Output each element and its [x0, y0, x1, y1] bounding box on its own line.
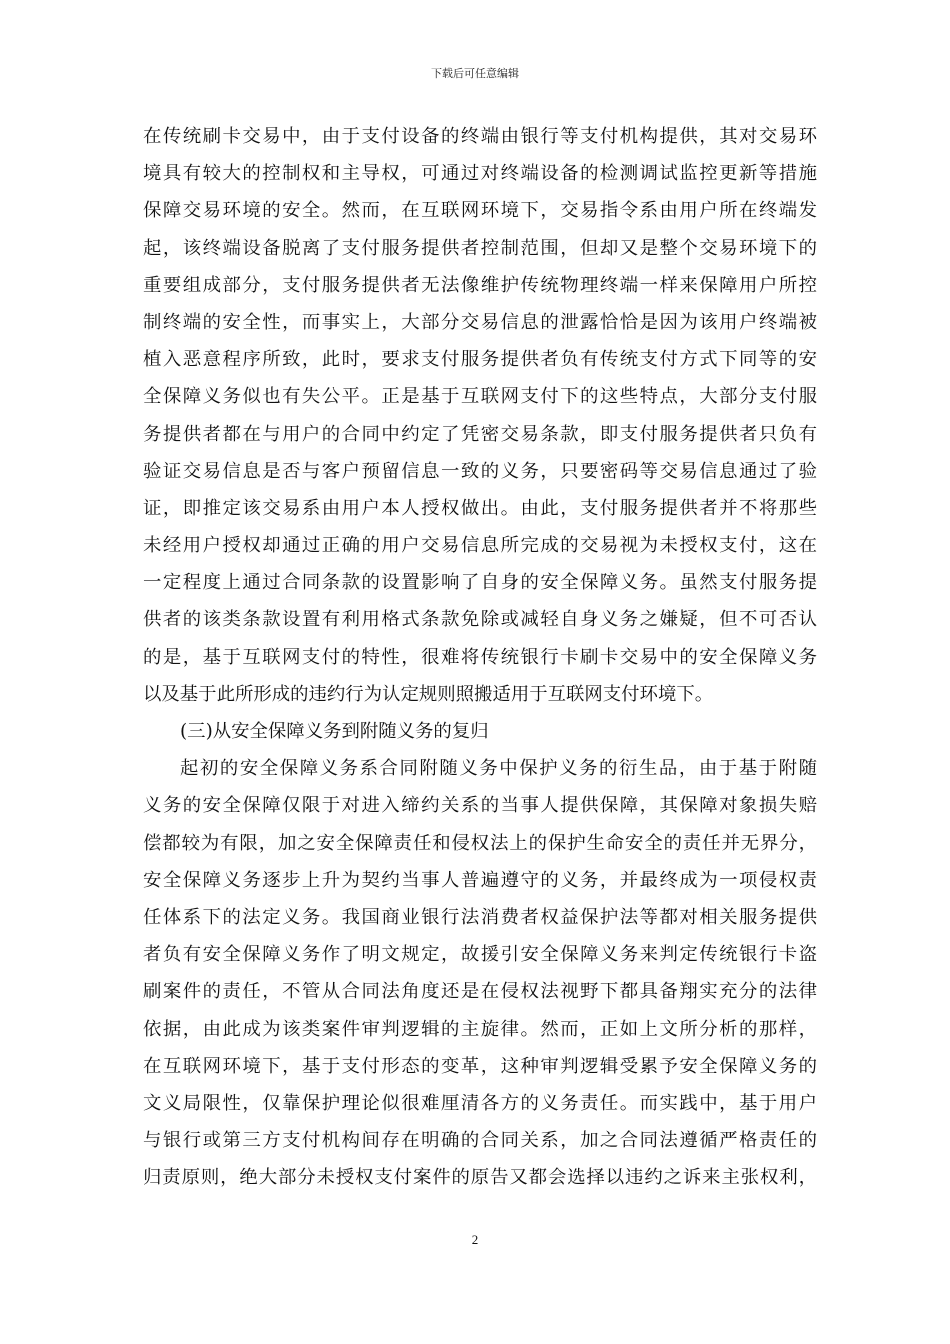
text-line: 任体系下的法定义务。我国商业银行法消费者权益保护法等都对相关服务提供 [143, 906, 817, 928]
text-line: 重要组成部分，支付服务提供者无法像维护传统物理终端一样来保障用户所控 [143, 274, 817, 296]
text-line: 植入恶意程序所致，此时，要求支付服务提供者负有传统支付方式下同等的安 [143, 349, 817, 371]
paragraph-1 [143, 118, 817, 713]
text-line: 供者的该类条款设置有利用格式条款免除或减轻自身义务之嫌疑，但不可否认 [143, 609, 817, 631]
page-number: 2 [471, 1232, 479, 1247]
text-line: 保障交易环境的安全。然而，在互联网环境下，交易指令系由用户所在终端发 [143, 200, 817, 222]
text-line: 的是，基于互联网支付的特性，很难将传统银行卡刷卡交易中的安全保障义务 [143, 646, 817, 668]
text-line: 偿都较为有限，加之安全保障责任和侵权法上的保护生命安全的责任并无界分， [143, 832, 817, 854]
text-line: 境具有较大的控制权和主导权，可通过对终端设备的检测调试监控更新等措施 [143, 163, 817, 185]
text-line: 归责原则，绝大部分未授权支付案件的原告又都会选择以违约之诉来主张权利， [143, 1167, 817, 1189]
text-line: 一定程度上通过合同条款的设置影响了自身的安全保障义务。虽然支付服务提 [143, 572, 817, 594]
text-line: 在互联网环境下，基于支付形态的变革，这种审判逻辑受累予安全保障义务的 [143, 1055, 817, 1077]
text-line: 未经用户授权却通过正确的用户交易信息所完成的交易视为未授权支付，这在 [143, 535, 817, 557]
document-body [143, 118, 817, 1196]
text-line: 义务的安全保障仅限于对进入缔约关系的当事人提供保障，其保障对象损失赔 [143, 795, 817, 817]
text-line: 制终端的安全性，而事实上，大部分交易信息的泄露恰恰是因为该用户终端被 [143, 311, 817, 333]
section-heading: (三)从安全保障义务到附随义务的复归 [180, 721, 489, 742]
text-line: 起初的安全保障义务系合同附随义务中保护义务的衍生品，由于基于附随 [180, 758, 817, 780]
text-line: 依据，由此成为该类案件审判逻辑的主旋律。然而，正如上文所分析的那样， [143, 1018, 817, 1040]
text-line: 证，即推定该交易系由用户本人授权做出。由此，支付服务提供者并不将那些 [143, 497, 817, 519]
text-line: 务提供者都在与用户的合同中约定了凭密交易条款，即支付服务提供者只负有 [143, 423, 817, 445]
text-line: 在传统刷卡交易中，由于支付设备的终端由银行等支付机构提供，其对交易环 [143, 126, 817, 147]
text-line: 文义局限性，仅靠保护理论似很难厘清各方的义务责任。而实践中，基于用户 [143, 1092, 817, 1114]
text-line: 者负有安全保障义务作了明文规定，故援引安全保障义务来判定传统银行卡盗 [143, 944, 817, 966]
text-line: 以及基于此所形成的违约行为认定规则照搬适用于互联网支付环境下。 [143, 683, 714, 705]
text-line: 全保障义务似也有失公平。正是基于互联网支付下的这些特点，大部分支付服 [143, 386, 817, 408]
text-line: 起，该终端设备脱离了支付服务提供者控制范围，但却又是整个交易环境下的 [143, 237, 817, 259]
page-header: 下载后可任意编辑 [431, 67, 519, 80]
paragraph-2 [143, 750, 817, 1196]
text-line: 刷案件的责任，不管从合同法角度还是在侵权法视野下都具备翔实充分的法律 [143, 981, 817, 1003]
text-line: 与银行或第三方支付机构间存在明确的合同关系，加之合同法遵循严格责任的 [143, 1130, 817, 1152]
text-line: 安全保障义务逐步上升为契约当事人普遍遵守的义务，并最终成为一项侵权责 [143, 869, 817, 891]
text-line: 验证交易信息是否与客户预留信息一致的义务，只要密码等交易信息通过了验 [143, 460, 817, 482]
